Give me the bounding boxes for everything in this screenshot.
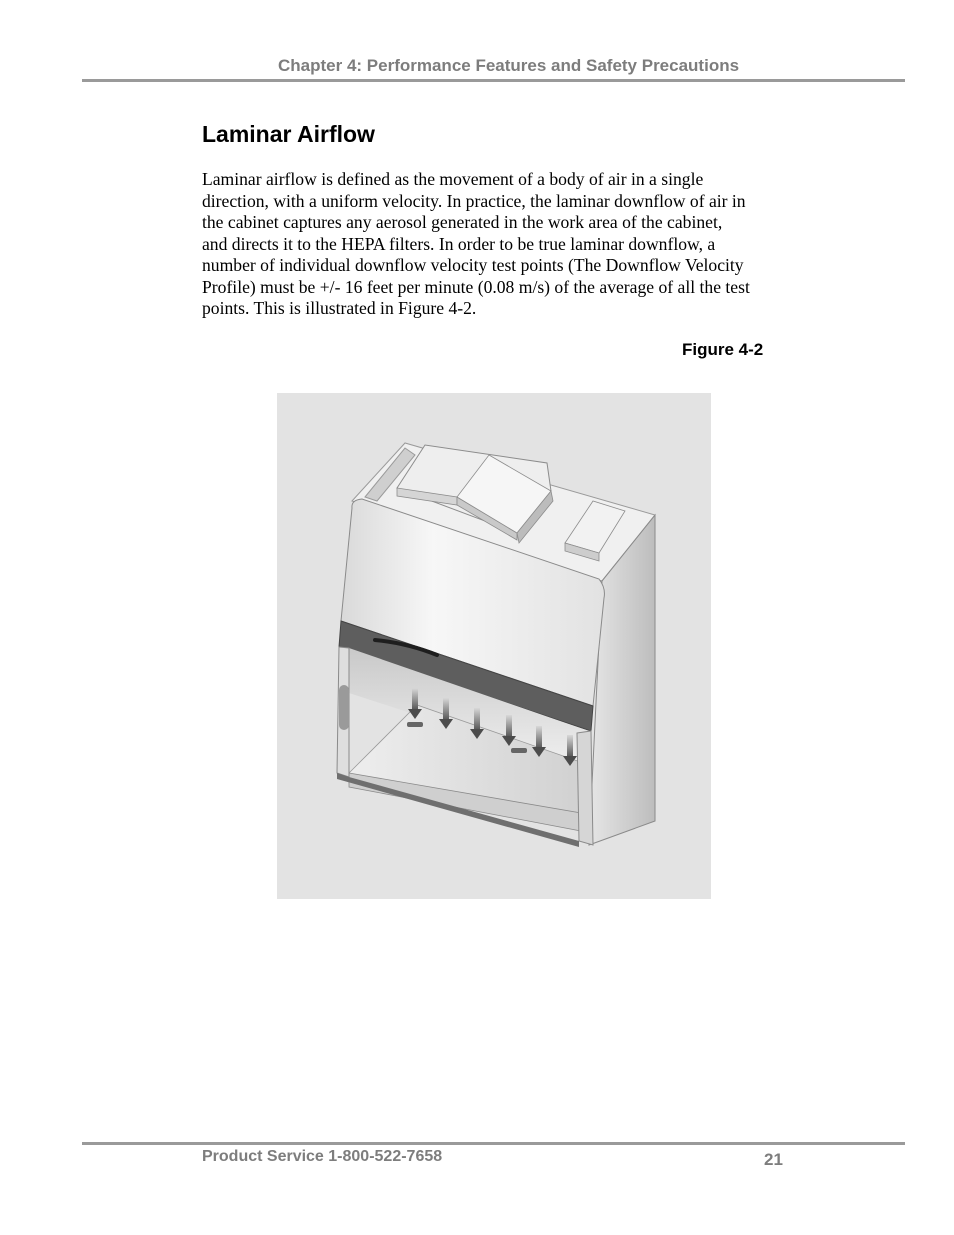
body-line: direction, with a uniform velocity. In practice, the laminar downflow of air in	[202, 190, 746, 211]
header-rule	[82, 79, 905, 82]
body-line: the cabinet captures any aerosol generated in the work area of the cabinet,	[202, 212, 723, 232]
figure-caption: Figure 4-2	[682, 340, 764, 359]
body-line: and directs it to the HEPA filters. In order to be true laminar downflow, a	[202, 233, 716, 254]
body-line: Profile) must be +/- 16 feet per minute (0.08 m/s) of the average of all the test	[202, 276, 750, 297]
body-line: number of individual downflow velocity test points (The Downflow Velocity	[202, 255, 744, 275]
velocity-test-point-marker	[407, 722, 423, 727]
body-paragraph	[202, 169, 792, 320]
body-line: Laminar airflow is defined as the movement of a body of air in a single	[202, 169, 704, 189]
front-post-right	[577, 731, 593, 845]
velocity-test-point-marker	[511, 748, 527, 753]
chapter-header: Chapter 4: Performance Features and Safety Precautions	[278, 56, 740, 75]
footer-rule	[82, 1142, 905, 1145]
body-line: points. This is illustrated in Figure 4-2.	[202, 298, 477, 318]
figure-biosafety-cabinet	[277, 393, 711, 899]
side-window	[339, 685, 349, 730]
cabinet-illustration	[277, 393, 711, 899]
section-title: Laminar Airflow	[202, 121, 375, 147]
footer-product-service: Product Service 1-800-522-7658	[202, 1148, 443, 1165]
page-number: 21	[764, 1150, 783, 1169]
